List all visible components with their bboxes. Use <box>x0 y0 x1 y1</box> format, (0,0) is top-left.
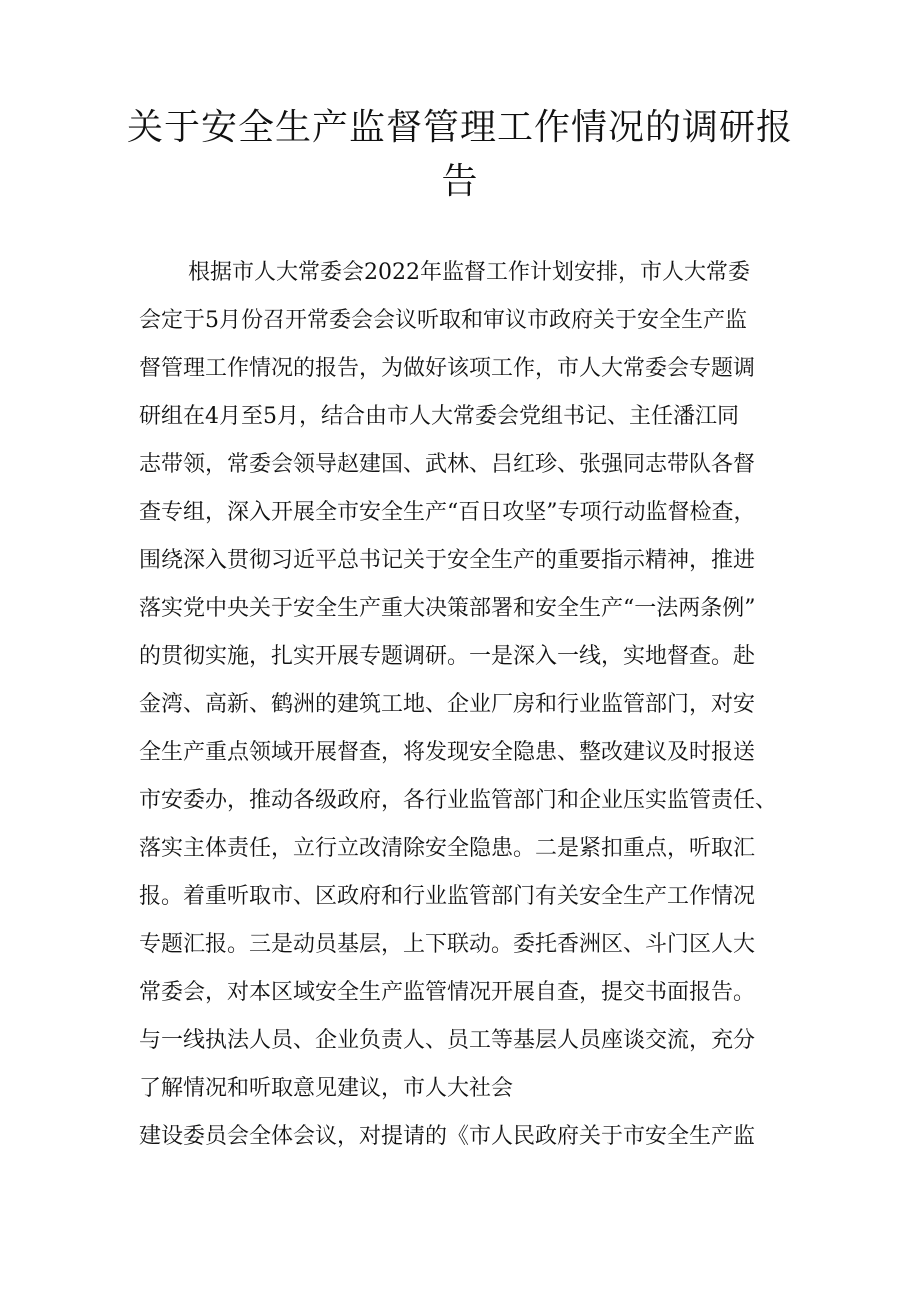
document-title-line-1: 关于安全生产监督管理工作情况的调研报 <box>126 107 793 148</box>
body-line-7: 围绕深入贯彻习近平总书记关于安全生产的重要指示精神，推进 <box>139 548 756 573</box>
body-line-19: 建设委员会全体会议，对提请的《市人民政府关于市安全生产监 <box>139 1124 756 1149</box>
body-line-12: 市安委办，推动各级政府，各行业监管部门和企业压实监管责任、 <box>139 788 778 813</box>
body-line-16: 常委会，对本区域安全生产监管情况开展自查，提交书面报告。 <box>139 980 756 1005</box>
body-line-13: 落实主体责任，立行立改清除安全隐患。二是紧扣重点，听取汇 <box>139 836 756 861</box>
body-line-18: 了解情况和听取意见建议，市人大社会 <box>139 1076 514 1101</box>
body-line-11: 全生产重点领域开展督查，将发现安全隐患、整改建议及时报送 <box>139 740 756 765</box>
body-line-6: 查专组，深入开展全市安全生产“百日攻坚”专项行动监督检查， <box>139 500 756 525</box>
body-line-10: 金湾、高新、鹤洲的建筑工地、企业厂房和行业监管部门，对安 <box>139 692 756 717</box>
body-line-4: 研组在4月至5月，结合由市人大常委会党组书记、主任潘江同 <box>139 404 739 429</box>
document-title-line-2: 告 <box>441 161 479 202</box>
body-line-15: 专题汇报。三是动员基层，上下联动。委托香洲区、斗门区人大 <box>139 932 756 957</box>
body-line-2: 会定于5月份召开常委会会议听取和审议市政府关于安全生产监 <box>139 308 747 333</box>
body-line-5: 志带领，常委会领导赵建国、武林、吕红珍、张强同志带队各督 <box>139 452 756 477</box>
body-line-8: 落实党中央关于安全生产重大决策部署和安全生产“一法两条例” <box>139 596 756 621</box>
body-line-17: 与一线执法人员、企业负责人、员工等基层人员座谈交流，充分 <box>139 1028 756 1053</box>
body-line-1: 根据市人大常委会2022年监督工作计划安排，市人大常委 <box>188 260 750 285</box>
body-line-14: 报。着重听取市、区政府和行业监管部门有关安全生产工作情况 <box>139 884 756 909</box>
body-line-3: 督管理工作情况的报告，为做好该项工作，市人大常委会专题调 <box>139 356 756 381</box>
body-line-9: 的贯彻实施，扎实开展专题调研。一是深入一线，实地督查。赴 <box>139 644 756 669</box>
